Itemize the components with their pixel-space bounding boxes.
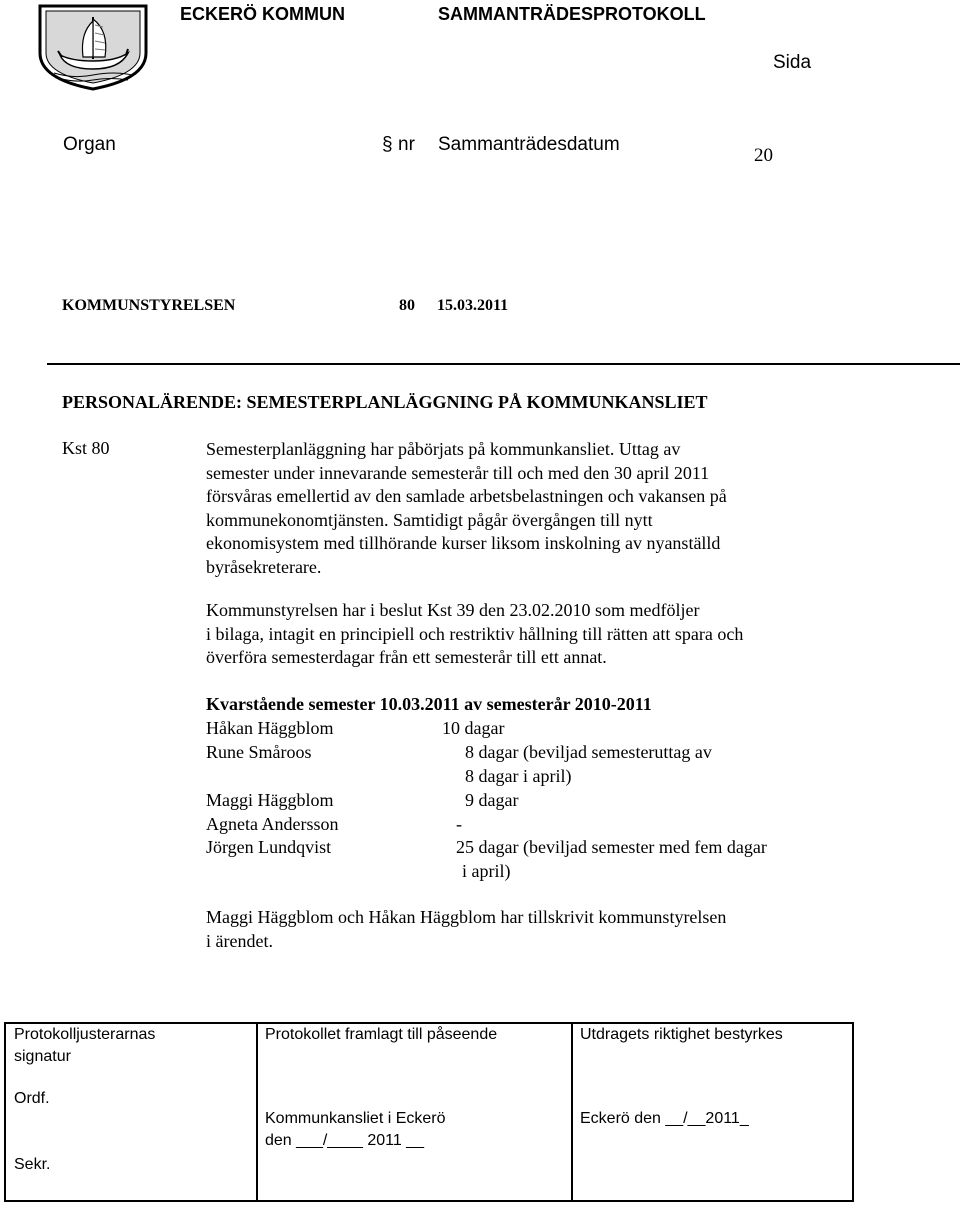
municipality-name: ECKERÖ KOMMUN bbox=[180, 4, 345, 24]
paragraph-sign: § bbox=[382, 134, 393, 155]
document-type: SAMMANTRÄDESPROTOKOLL bbox=[438, 4, 706, 24]
text-line: byråsekreterare. bbox=[206, 556, 322, 577]
text-line: i bilaga, intagit en principiell och restriktiv hållning till rätten att spara och bbox=[206, 623, 744, 644]
text-line: Semesterplanläggning har påbörjats på kommunkansliet. Uttag av bbox=[206, 439, 681, 459]
vacation-days: 25 dagar (beviljad semester med fem dagar bbox=[456, 837, 767, 857]
employee-name: Maggi Häggblom bbox=[206, 790, 334, 810]
vacation-days: 8 dagar i april) bbox=[465, 766, 572, 786]
vacation-days: 10 dagar bbox=[442, 718, 505, 738]
display-date: den ___/____ 2011 __ bbox=[265, 1132, 424, 1149]
text-line: semester under innevarande semesterår till och med den 30 april 2011 bbox=[206, 462, 710, 483]
text-line: Maggi Häggblom och Håkan Häggblom har tillskrivit kommunstyrelsen bbox=[206, 907, 727, 927]
employee-name: Håkan Häggblom bbox=[206, 718, 334, 738]
date-label: Sammanträdesdatum bbox=[438, 134, 620, 155]
paragraph-closing bbox=[206, 906, 926, 953]
vacation-days: 8 dagar (beviljad semesteruttag av bbox=[465, 742, 712, 762]
footer-col1-title: Protokolljusterarnas bbox=[14, 1026, 156, 1043]
display-office: Kommunkansliet i Eckerö bbox=[265, 1110, 446, 1127]
organ-value: KOMMUNSTYRELSEN bbox=[62, 297, 236, 314]
signature-footer-table bbox=[4, 1022, 854, 1202]
footer-col-certification bbox=[571, 1024, 852, 1200]
text-line: försvåras emellertid av den samlade arbetsbelastningen och vakansen på bbox=[206, 486, 727, 506]
secretary-label: Sekr. bbox=[14, 1156, 51, 1173]
employee-name: Rune Småroos bbox=[206, 742, 312, 762]
text-line: Kommunstyrelsen har i beslut Kst 39 den 23.02.2010 som medföljer bbox=[206, 600, 700, 620]
page-label: Sida bbox=[773, 52, 812, 73]
employee-name: Jörgen Lundqvist bbox=[206, 837, 332, 857]
vacation-days: - bbox=[456, 814, 462, 834]
section-title: PERSONALÄRENDE: SEMESTERPLANLÄGGNING PÅ KOMMUNKANSLIET bbox=[62, 392, 708, 412]
text-line: i ärendet. bbox=[206, 930, 273, 951]
nr-label: nr bbox=[398, 134, 415, 155]
certification-date: Eckerö den __/__2011_ bbox=[580, 1110, 749, 1127]
footer-col-signatures bbox=[6, 1024, 258, 1200]
text-line: ekonomisystem med tillhörande kurser liksom inskolning av nyanställd bbox=[206, 533, 721, 553]
footer-col1-title-line2: signatur bbox=[14, 1048, 71, 1065]
eckero-coat-of-arms-logo bbox=[36, 3, 150, 91]
text-line: kommunekonomtjänsten. Samtidigt pågår övergången till nytt bbox=[206, 509, 653, 530]
nr-value: 80 bbox=[399, 297, 415, 314]
header-divider bbox=[47, 363, 960, 365]
vacation-days: i april) bbox=[462, 861, 511, 881]
remaining-vacation-heading: Kvarstående semester 10.03.2011 av semesterår 2010-2011 bbox=[206, 694, 652, 714]
footer-col2-title: Protokollet framlagt till påseende bbox=[265, 1026, 498, 1043]
employee-name: Agneta Andersson bbox=[206, 814, 339, 834]
footer-col-display bbox=[256, 1024, 573, 1200]
page-number: 20 bbox=[754, 145, 773, 166]
vacation-days: 9 dagar bbox=[465, 790, 519, 810]
paragraph-intro bbox=[206, 438, 926, 579]
paragraph-previous-decision bbox=[206, 599, 926, 670]
organ-label: Organ bbox=[63, 134, 116, 155]
kst-paragraph-label: Kst 80 bbox=[62, 438, 110, 458]
footer-col3-title: Utdragets riktighet bestyrkes bbox=[580, 1026, 783, 1043]
date-value: 15.03.2011 bbox=[437, 297, 509, 314]
chair-label: Ordf. bbox=[14, 1090, 50, 1107]
text-line: överföra semesterdagar från ett semesterår till ett annat. bbox=[206, 647, 607, 667]
